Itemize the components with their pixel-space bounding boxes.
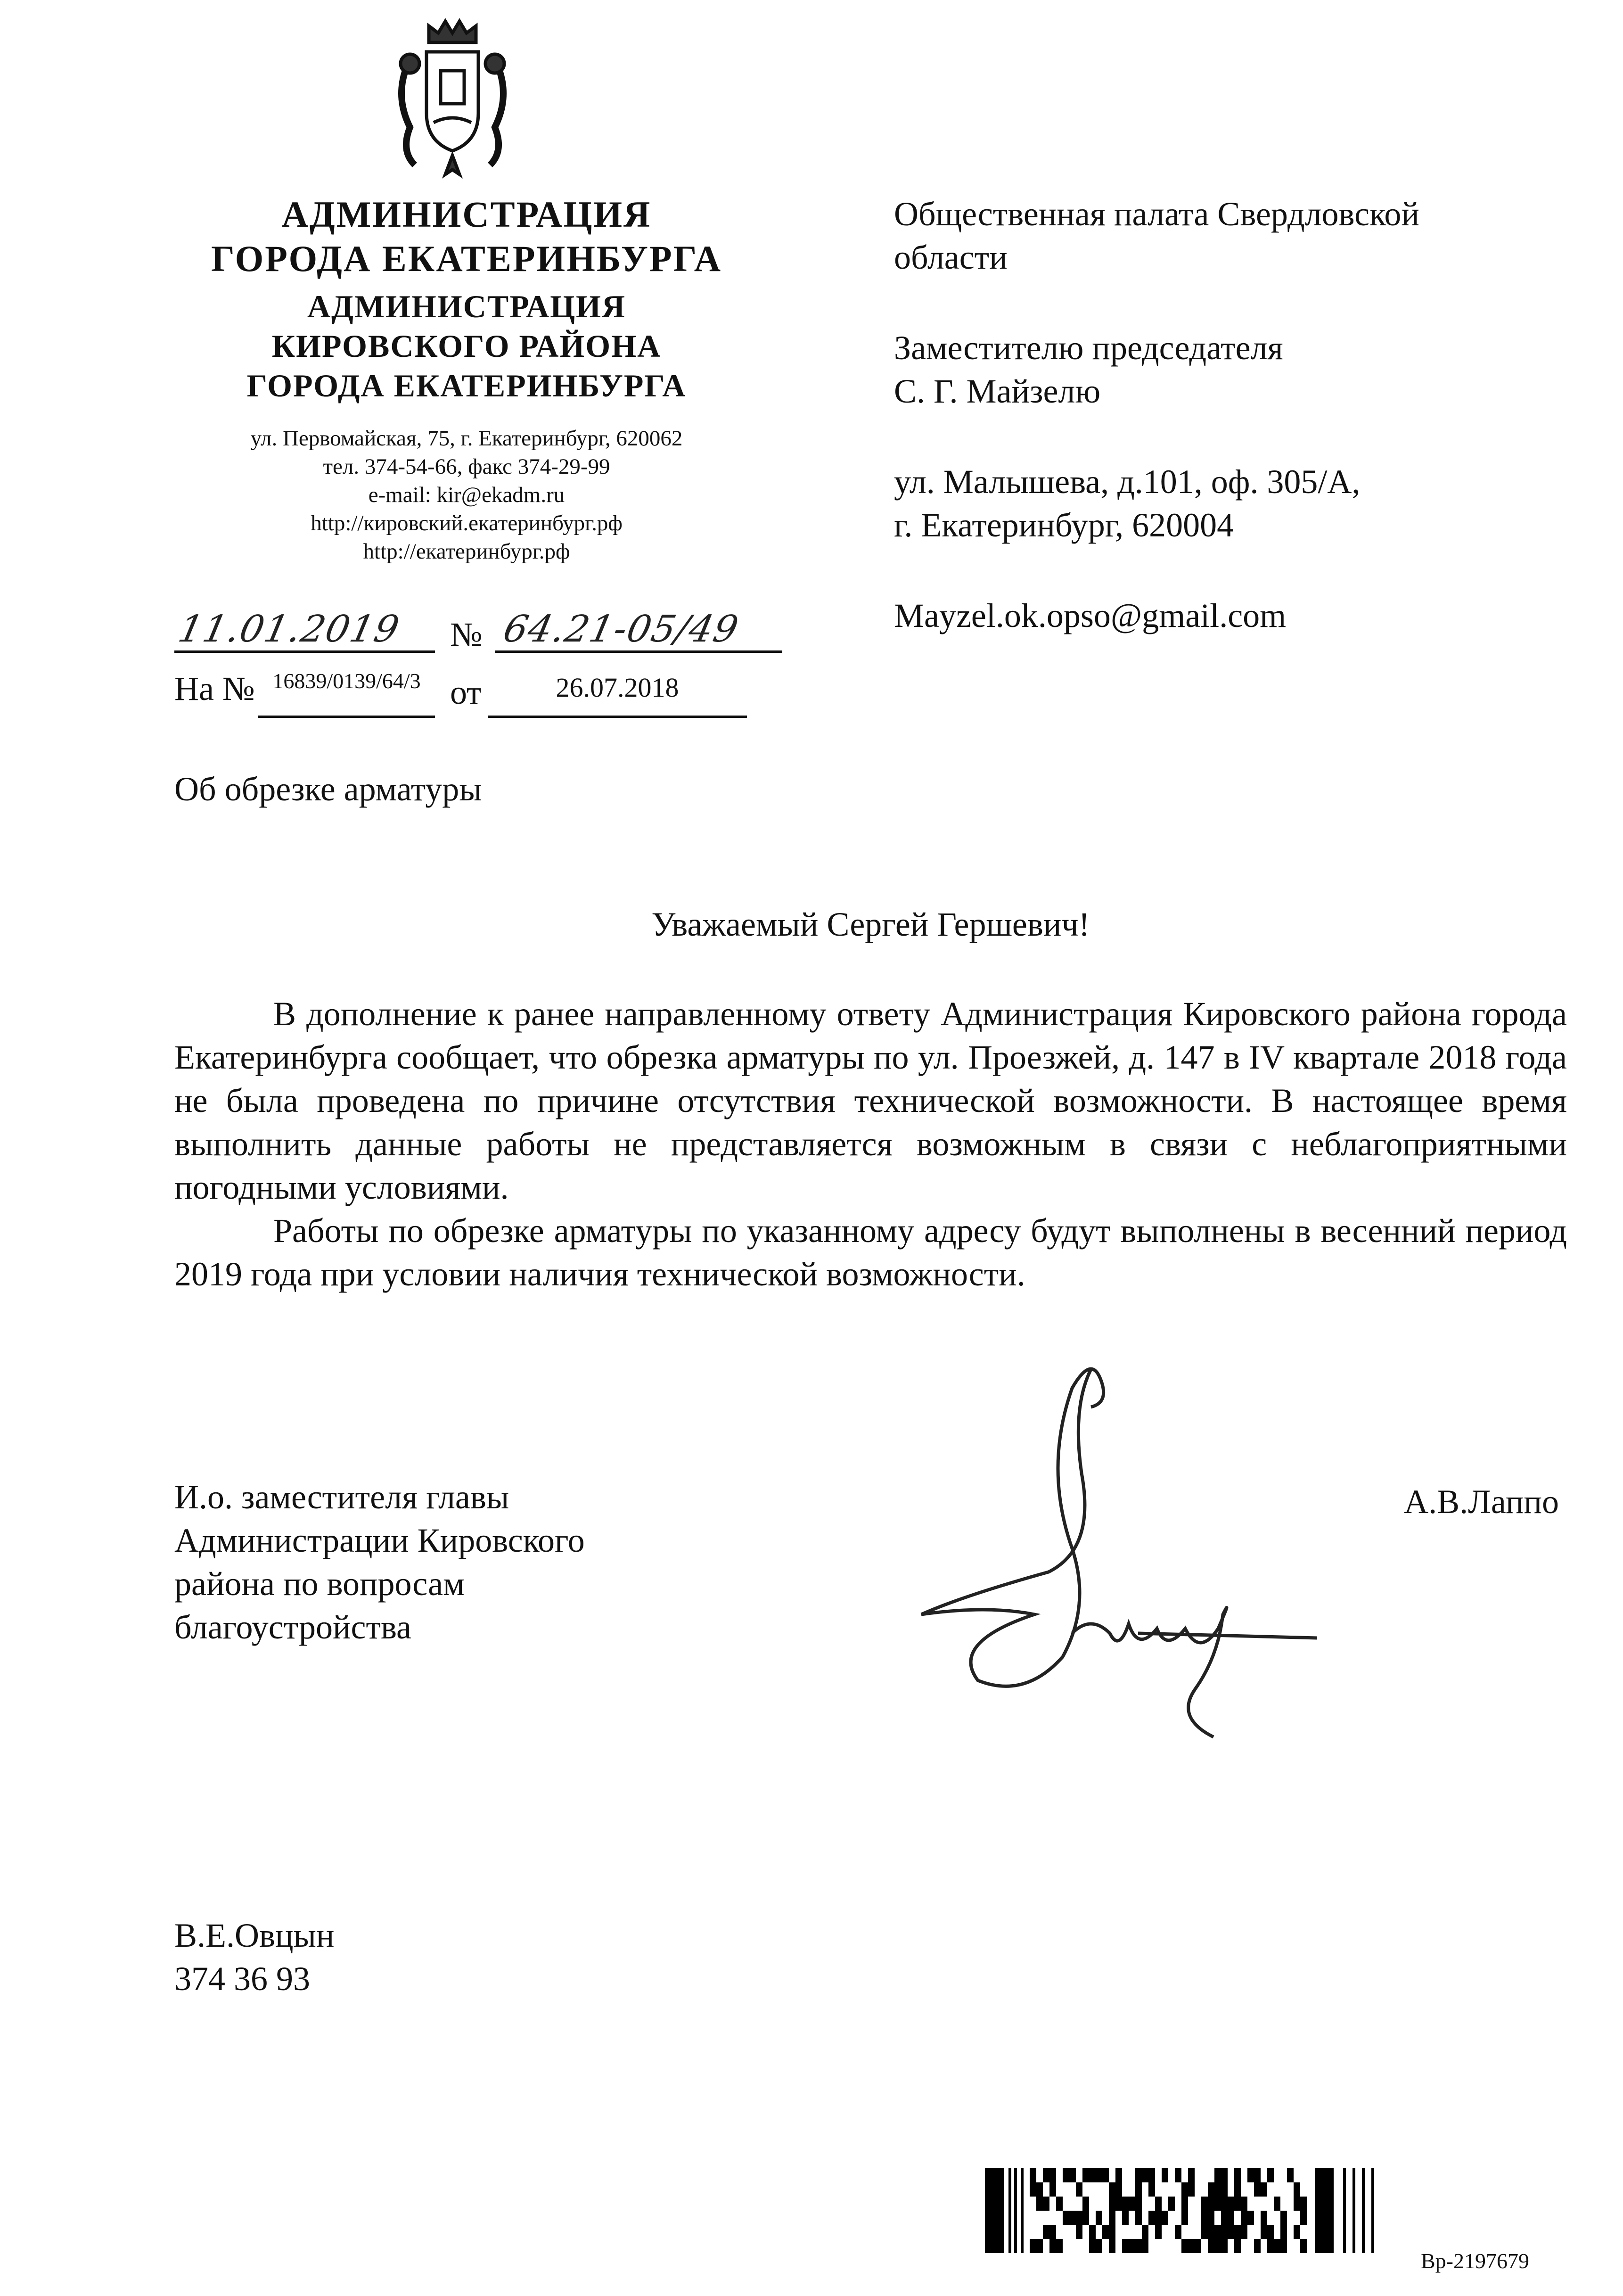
handwritten-number: 64.21-05/49 <box>500 608 743 650</box>
barcode-bar <box>1115 2197 1122 2211</box>
recipient-email: Mayzel.ok.opso@gmail.com <box>894 597 1287 634</box>
barcode-bar <box>1036 2182 1043 2197</box>
barcode-bar <box>1096 2211 1102 2225</box>
position-line: благоустройства <box>174 1608 411 1646</box>
barcode-bar <box>1069 2168 1076 2182</box>
barcode-bar <box>1280 2225 1287 2239</box>
barcode-bar <box>1049 2225 1056 2239</box>
barcode-bar <box>1049 2182 1056 2197</box>
barcode-bar <box>1175 2225 1181 2239</box>
signatory-name: А.В.Лаппо <box>1404 1483 1559 1521</box>
barcode-bar <box>1214 2225 1221 2239</box>
barcode-bar <box>1102 2225 1109 2239</box>
barcode-bar <box>1247 2168 1254 2182</box>
barcode-bar <box>1135 2168 1142 2182</box>
org-name-line: АДМИНИСТРАЦИЯ <box>281 194 652 235</box>
reply-date: 26.07.2018 <box>488 672 747 718</box>
barcode-bar <box>1241 2211 1247 2225</box>
org-phone: тел. 374-54-66, факс 374-29-99 <box>323 454 610 479</box>
reply-label: На № <box>174 670 255 708</box>
executor-phone: 374 36 93 <box>174 1960 310 1998</box>
barcode-bar <box>1214 2168 1221 2182</box>
barcode-bar <box>1362 2168 1365 2253</box>
barcode-bar <box>1030 2168 1036 2182</box>
barcode-bar <box>1254 2182 1261 2197</box>
barcode-bar <box>1234 2197 1241 2211</box>
barcode-bar <box>1109 2211 1115 2225</box>
barcode-bar <box>1030 2182 1036 2197</box>
barcode-bar <box>1142 2168 1148 2182</box>
emblem-icon <box>391 14 514 193</box>
barcode-bar <box>1201 2197 1208 2211</box>
barcode-bar <box>1082 2168 1089 2182</box>
barcode-bar <box>1221 2197 1228 2211</box>
barcode-bar <box>1228 2225 1234 2239</box>
barcode-bar <box>1267 2225 1274 2239</box>
reply-number: 16839/0139/64/3 <box>258 668 435 718</box>
barcode-bar <box>985 2168 1004 2253</box>
barcode-bar <box>1208 2211 1214 2225</box>
barcode-bar <box>1214 2197 1221 2211</box>
barcode-bar <box>1115 2182 1122 2197</box>
barcode-bar <box>1300 2211 1307 2225</box>
barcode-bar <box>1014 2168 1017 2253</box>
executor-name: В.Е.Овцын <box>174 1917 335 1954</box>
recipient-address: ул. Малышева, д.101, оф. 305/А, <box>894 463 1361 501</box>
barcode-code: Вр-2197679 <box>1421 2249 1529 2273</box>
barcode-bar <box>1021 2168 1024 2253</box>
letter-body <box>174 992 1567 1296</box>
barcode-bar <box>1148 2211 1155 2225</box>
barcode-bar <box>1122 2211 1129 2225</box>
barcode-bar <box>1096 2168 1102 2182</box>
barcode-bar <box>1056 2239 1063 2253</box>
barcode-bar <box>1155 2211 1162 2225</box>
barcode-bar <box>1043 2225 1049 2239</box>
barcode-bar <box>1228 2211 1234 2225</box>
barcode-bar <box>1208 2197 1214 2211</box>
barcode-bar <box>1102 2168 1109 2182</box>
barcode-bar <box>1294 2225 1300 2239</box>
position-line: И.о. заместителя главы <box>174 1478 509 1516</box>
barcode-bar <box>1208 2182 1214 2197</box>
barcode-bar <box>1241 2225 1247 2239</box>
recipient-org: области <box>894 239 1008 276</box>
recipient-block <box>894 192 1419 637</box>
barcode-bar <box>1155 2197 1162 2211</box>
barcode-bar <box>1234 2239 1241 2253</box>
from-label: от <box>450 674 482 711</box>
coat-of-arms-emblem <box>391 14 514 193</box>
outgoing-date-field <box>174 608 435 653</box>
outgoing-number-field <box>495 608 782 653</box>
barcode-bar <box>1096 2239 1102 2253</box>
barcode-bar <box>1221 2225 1228 2239</box>
barcode-bar <box>1056 2197 1063 2211</box>
subject: Об обрезке арматуры <box>174 770 482 808</box>
barcode-bar <box>1343 2168 1346 2253</box>
barcode-bar <box>1208 2225 1214 2239</box>
number-sign: № <box>450 616 483 653</box>
barcode-bar <box>1008 2168 1011 2253</box>
barcode-bar <box>1287 2168 1294 2182</box>
barcode-bar <box>1122 2239 1129 2253</box>
barcode-bar <box>1201 2211 1208 2225</box>
barcode-bar <box>1082 2211 1089 2225</box>
barcode-bar <box>1267 2239 1274 2253</box>
barcode-bar <box>1129 2239 1135 2253</box>
barcode-bar <box>1175 2168 1181 2182</box>
body-paragraph: Работы по обрезке арматуры по указанному адресу будут выполнены в весенний период 2019 года при условии наличия технической возможности. <box>174 1212 1567 1293</box>
barcode-bar <box>1280 2239 1287 2253</box>
barcode-bar <box>1135 2211 1142 2225</box>
barcode-bar <box>1155 2225 1162 2239</box>
barcode-bar <box>1188 2239 1195 2253</box>
barcode-bar <box>1036 2197 1043 2211</box>
barcode-bar <box>1221 2168 1228 2182</box>
barcode-bar <box>1201 2225 1208 2239</box>
barcode-bar <box>1188 2182 1195 2197</box>
barcode-bar <box>1181 2239 1188 2253</box>
barcode-bar <box>1089 2225 1096 2239</box>
org-site: http://кировский.екатеринбург.рф <box>311 511 623 535</box>
barcode-bar <box>1274 2239 1280 2253</box>
barcode-bar <box>1294 2182 1300 2197</box>
org-site: http://екатеринбург.рф <box>363 539 570 564</box>
signatory-position <box>174 1475 585 1649</box>
barcode <box>985 2168 1395 2253</box>
barcode-bar <box>1076 2182 1082 2197</box>
barcode-bar <box>1129 2197 1135 2211</box>
barcode-bar <box>1168 2197 1175 2211</box>
handwritten-signature <box>893 1350 1355 1753</box>
barcode-bar <box>1030 2239 1036 2253</box>
barcode-bar <box>1261 2182 1267 2197</box>
barcode-bar <box>1109 2197 1115 2211</box>
barcode-bar <box>1076 2211 1082 2225</box>
barcode-bar <box>1352 2168 1355 2253</box>
barcode-bar <box>1089 2239 1096 2253</box>
barcode-bar <box>1162 2168 1168 2182</box>
barcode-bar <box>1300 2197 1307 2211</box>
barcode-bar <box>1135 2197 1142 2211</box>
sub-org-name-line: КИРОВСКОГО РАЙОНА <box>271 328 662 364</box>
executor-block <box>174 1914 334 2000</box>
recipient-address: г. Екатеринбург, 620004 <box>894 506 1234 544</box>
barcode-bar <box>1234 2225 1241 2239</box>
barcode-bar <box>1142 2239 1148 2253</box>
sub-org-name-line: ГОРОДА ЕКАТЕРИНБУРГА <box>246 368 687 403</box>
barcode-bar <box>1247 2211 1254 2225</box>
barcode-bar <box>1122 2197 1129 2211</box>
barcode-bar <box>1135 2239 1142 2253</box>
handwritten-date: 11.01.2019 <box>174 608 404 650</box>
barcode-bar <box>1142 2225 1148 2239</box>
barcode-bar <box>1063 2211 1069 2225</box>
barcode-bar <box>1115 2168 1122 2182</box>
barcode-bar <box>1036 2239 1043 2253</box>
barcode-bar <box>1135 2182 1142 2197</box>
org-name-line: ГОРОДА ЕКАТЕРИНБУРГА <box>211 238 722 279</box>
barcode-bar <box>1109 2182 1115 2197</box>
barcode-bar <box>1221 2239 1228 2253</box>
barcode-bar <box>1148 2168 1155 2182</box>
barcode-bar <box>1188 2168 1195 2182</box>
barcode-bar <box>1300 2239 1307 2253</box>
recipient-position: Заместителю председателя <box>894 329 1283 367</box>
barcode-bar <box>1181 2197 1188 2211</box>
barcode-bar <box>1221 2182 1228 2197</box>
barcode-bar <box>1069 2211 1076 2225</box>
barcode-bar <box>1109 2225 1115 2239</box>
barcode-bar <box>1228 2197 1234 2211</box>
barcode-graphic <box>985 2168 1395 2253</box>
barcode-bar <box>1234 2168 1241 2182</box>
barcode-bar <box>1371 2168 1374 2253</box>
position-line: района по вопросам <box>174 1565 465 1603</box>
barcode-bar <box>1043 2197 1049 2211</box>
recipient-name: С. Г. Майзелю <box>894 372 1101 410</box>
barcode-bar <box>1195 2239 1201 2253</box>
barcode-bar <box>1181 2211 1188 2225</box>
barcode-bar <box>1049 2168 1056 2182</box>
barcode-bar <box>1315 2168 1334 2253</box>
barcode-bar <box>1076 2225 1082 2239</box>
barcode-bar <box>1267 2168 1274 2182</box>
barcode-bar <box>1254 2168 1261 2182</box>
sub-org-name-line: АДМИНИСТРАЦИЯ <box>307 288 626 324</box>
barcode-bar <box>1181 2182 1188 2197</box>
barcode-bar <box>1208 2239 1214 2253</box>
barcode-bar <box>1148 2182 1155 2197</box>
barcode-bar <box>1109 2239 1115 2253</box>
recipient-org: Общественная палата Свердловской <box>894 195 1419 233</box>
barcode-bar <box>1274 2197 1280 2211</box>
barcode-bar <box>1241 2197 1247 2211</box>
letterhead <box>179 192 754 566</box>
barcode-bar <box>1294 2197 1300 2211</box>
barcode-bar <box>1261 2225 1267 2239</box>
barcode-bar <box>1043 2168 1049 2182</box>
greeting: Уважаемый Сергей Гершевич! <box>651 905 1090 943</box>
position-line: Администрации Кировского <box>174 1522 585 1559</box>
body-paragraph: В дополнение к ранее направленному ответу Администрация Кировского района города Екатеринбурга сообщает, что обрезка арматуры по ул. Проезжей, д. 147 в IV квартале 2018 года не была проведена по причине отсутствия технической возможности. В настоящее время выполнить данные работы не представляется возможным в связи с неблагоприятными погодными условиями. <box>174 995 1567 1206</box>
org-address: ул. Первомайская, 75, г. Екатеринбург, 620062 <box>250 426 683 451</box>
org-email: e-mail: kir@ekadm.ru <box>368 483 565 507</box>
barcode-bar <box>1280 2211 1287 2225</box>
barcode-bar <box>1234 2182 1241 2197</box>
barcode-bar <box>1082 2197 1089 2211</box>
barcode-bar <box>1214 2239 1221 2253</box>
barcode-bar <box>1063 2168 1069 2182</box>
barcode-bar <box>1221 2211 1228 2225</box>
barcode-bar <box>1162 2211 1168 2225</box>
barcode-bar <box>1049 2239 1056 2253</box>
barcode-bar <box>1261 2211 1267 2225</box>
barcode-bar <box>1089 2168 1096 2182</box>
barcode-bar <box>1254 2239 1261 2253</box>
barcode-bar <box>1214 2182 1221 2197</box>
